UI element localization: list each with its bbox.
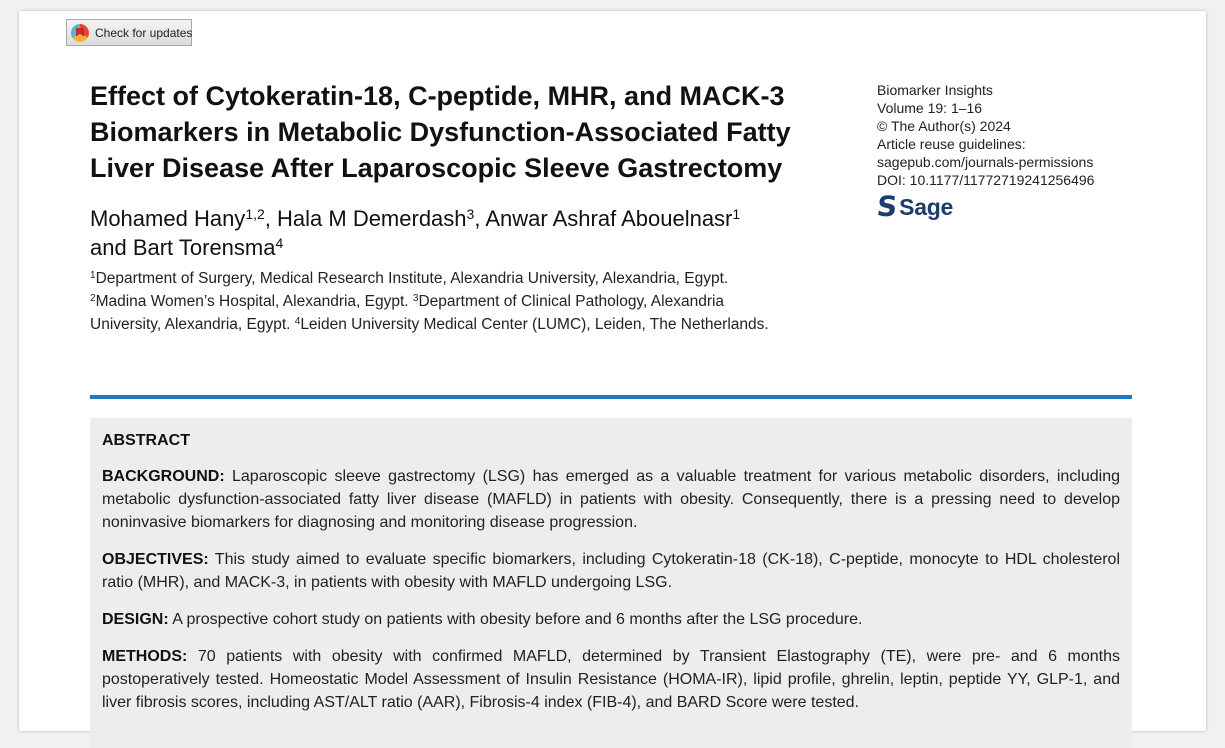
author-name: and Bart Torensma	[90, 235, 276, 260]
affiliation-number: 1	[90, 270, 96, 281]
section-label: METHODS:	[102, 648, 188, 665]
author-separator: ,	[264, 206, 278, 231]
affiliation-text: Madina Women’s Hospital, Alexandria, Egypt.	[95, 293, 413, 310]
abstract-design	[102, 608, 1120, 631]
author-affiliation-ref: 3	[466, 206, 475, 222]
section-label: BACKGROUND:	[102, 468, 225, 485]
section-text: Laparoscopic sleeve gastrectomy (LSG) has emerged as a valuable treatment for various metabolic disorders, including metabolic dysfunction-associated fatty liver disease (MAFLD) in patients with obesity. Consequently, there is a pressing need to develop noninvasive biomarkers for diagnosing and monitoring disease progression.	[102, 468, 1120, 531]
journal-name: Biomarker Insights	[877, 82, 993, 98]
section-label: DESIGN:	[102, 611, 169, 628]
article-title: Effect of Cytokeratin-18, C-peptide, MHR, and MACK-3 Biomarkers in Metabolic Dysfunction-Associated Fatty Liver Disease After Laparoscopic Sleeve Gastrectomy	[90, 81, 791, 183]
abstract-objectives	[102, 548, 1120, 594]
crossmark-icon	[71, 24, 89, 42]
section-text: 70 patients with obesity with confirmed MAFLD, determined by Transient Elastography (TE), were pre- and 6 months postoperatively tested. Homeostatic Model Assessment of Insulin Resistance (HOMA-IR), lipid profile, ghrelin, leptin, peptide YY, GLP-1, and liver fibrosis scores, including AST/ALT ratio (AAR), Fibrosis-4 index (FIB-4), and BARD Score were tested.	[102, 648, 1121, 711]
affiliation-number: 3	[412, 293, 419, 304]
author-name: Anwar Ashraf Abouelnasr	[485, 206, 733, 231]
check-for-updates-label: Check for updates	[95, 25, 193, 40]
doi-link[interactable]: DOI: 10.1177/11772719241256496	[877, 172, 1095, 188]
abstract-background	[102, 465, 1120, 534]
affiliation-text: Department of Clinical Pathology, Alexandria University, Alexandria, Egypt.	[90, 293, 725, 333]
abstract-box	[90, 418, 1132, 748]
abstract-methods	[102, 645, 1120, 714]
sage-s-icon: S	[875, 190, 899, 223]
author-affiliation-ref: 1,2	[245, 206, 265, 222]
author-name: Mohamed Hany	[90, 206, 246, 231]
sage-wordmark: Sage	[899, 193, 953, 220]
sage-logo	[875, 190, 953, 223]
reuse-label: Article reuse guidelines:	[877, 136, 1026, 152]
affiliation-number: 4	[294, 316, 301, 327]
section-divider	[90, 395, 1132, 399]
affiliation-number: 2	[90, 293, 96, 304]
affiliation-text: Department of Surgery, Medical Research Institute, Alexandria University, Alexandria, Egypt.	[95, 270, 729, 287]
pdf-page	[19, 11, 1206, 731]
journal-metadata	[877, 81, 1177, 189]
abstract-heading: ABSTRACT	[102, 432, 190, 449]
affiliations	[90, 267, 790, 336]
author-affiliation-ref: 4	[275, 235, 284, 251]
section-label: OBJECTIVES:	[102, 551, 209, 568]
affiliation-text: Leiden University Medical Center (LUMC), Leiden, The Netherlands.	[300, 316, 769, 333]
volume-info: Volume 19: 1–16	[877, 100, 983, 116]
reuse-link[interactable]: sagepub.com/journals-permissions	[877, 154, 1094, 170]
author-name: Hala M Demerdash	[277, 206, 467, 231]
section-text: A prospective cohort study on patients with obesity before and 6 months after the LSG procedure.	[172, 611, 863, 628]
copyright-line: © The Author(s) 2024	[877, 118, 1011, 134]
author-list	[90, 204, 850, 262]
section-text: This study aimed to evaluate specific biomarkers, including Cytokeratin-18 (CK-18), C-peptide, monocyte to HDL cholesterol ratio (MHR), and MACK-3, in patients with obesity with MAFLD undergoing LSG.	[102, 551, 1121, 591]
author-affiliation-ref: 1	[732, 206, 741, 222]
author-separator: ,	[474, 206, 486, 231]
check-for-updates-button[interactable]	[66, 19, 192, 46]
